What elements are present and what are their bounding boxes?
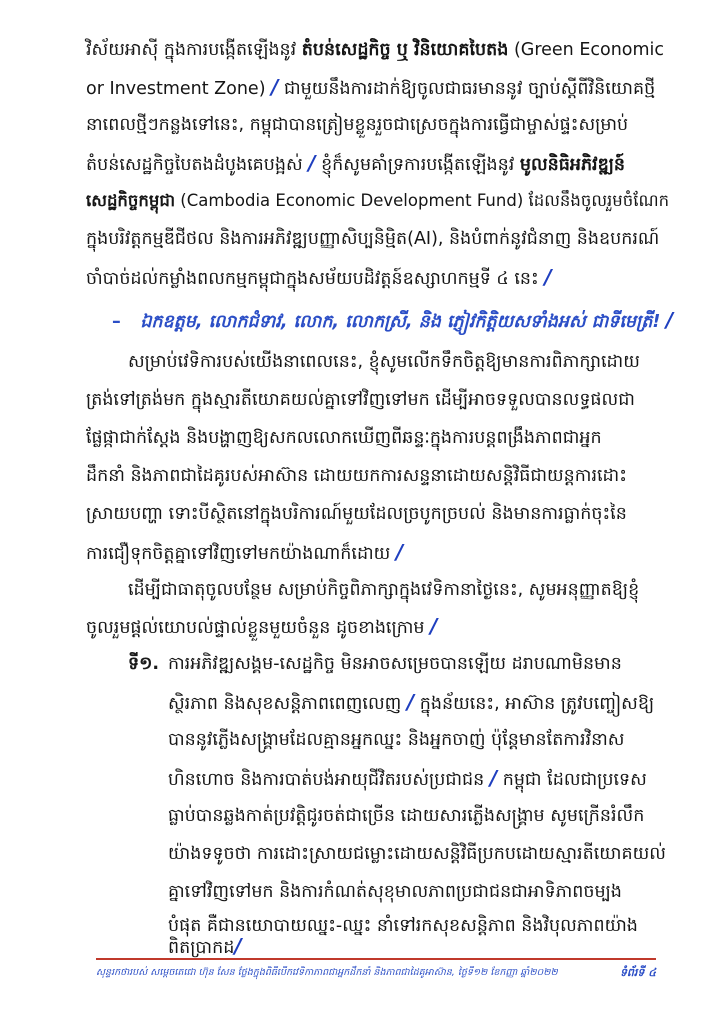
text: ខ្ញុំក៏សូមគាំទ្រការបង្កើតឡើងនូវ [315, 155, 520, 175]
paragraph-1-line-3: នាពេលថ្មីៗកន្លងទៅនេះ, កម្ពុជាបានត្រៀមខ្លួនរួចជាស្រេចក្នុងការធ្វើជាម្ចាស់ផ្ទះសម្រាប់ [86, 115, 629, 135]
dash: – [112, 312, 121, 332]
text: ពិតប្រាកដ [168, 938, 235, 958]
paragraph-3-line-2 [86, 614, 437, 640]
footer-divider [96, 958, 656, 960]
slash-marker: / [489, 766, 498, 790]
slash-marker: / [308, 151, 316, 175]
paragraph-2-line-2: ត្រង់ទៅត្រង់មក ក្នុងស្មារតីយោគយល់គ្នាទៅវិញទៅមក ដើម្បីអាចទទួលបានលទ្ធផលជា [86, 390, 635, 410]
page-footer [96, 966, 656, 982]
text: ការជឿទុកចិត្តគ្នាទៅវិញទៅមកយ៉ាងណាក៏ដោយ [86, 544, 391, 564]
item-1-line-3: បាននូវភ្លើងសង្គ្រាមដែលគ្មានអ្នកឈ្នះ និងអ្នកចាញ់ ប៉ុន្តែមានតែការវិនាស [168, 730, 625, 750]
paragraph-3-line-1: ដើម្បីជាធាតុចូលបន្ថែម សម្រាប់កិច្ចពិភាក្សាក្នុងវេទិកានាថ្ងៃនេះ, សូមអនុញ្ញាតឱ្យខ្ញុំ [128, 580, 640, 600]
paragraph-2-line-4: ដឹកនាំ និងភាពជាដៃគូរបស់អាស៊ាន ដោយយកការសន្ទនាដោយសន្តិវិធីជាយន្តការដោះ [86, 466, 627, 486]
paragraph-1-line-4 [86, 151, 625, 177]
paragraph-1-line-7 [86, 265, 552, 291]
item-1-line-4 [168, 766, 647, 792]
text: or Investment Zone) [86, 79, 266, 99]
text: កម្ពុជា ដែលជាប្រទេស [497, 770, 647, 790]
item-1-line-8: បំផុត គឺជានយោបាយឈ្នះ-ឈ្នះ នាំទៅរកសុខសន្តិភាព និងវិបុលភាពយ៉ាង [168, 916, 638, 936]
salutation-heading [112, 308, 673, 334]
text: ចាំបាច់ដល់កម្លាំងពលកម្មកម្ពុជាក្នុងសម័យបដិវត្តន៍ឧស្សាហកម្មទី ៤ នេះ [86, 269, 539, 289]
item-number: ទី១. [128, 654, 160, 674]
paragraph-1-line-6: ក្នុងបរិវត្តកម្មឌីជីថល និងការអភិវឌ្ឍបញ្ញាសិប្បនិម្មិត(AI), និងបំពាក់នូវជំនាញ និងឧបករណ៍ [86, 229, 660, 249]
paragraph-1-line-1 [86, 38, 664, 62]
text: ស្ថិរភាព និងសុខសន្តិភាពពេញលេញ [168, 694, 402, 714]
paragraph-2-line-6 [86, 540, 403, 566]
text: (Green Economic [508, 40, 665, 60]
bold-term: មូលនិធិអភិវឌ្ឍន៍ [519, 155, 626, 175]
slash-marker: / [406, 690, 415, 714]
footer-text: សុន្ទរកថារបស់ សម្តេចតេជោ ហ៊ុន សែន ថ្លែងក្នុងពិធីបើកវេទិកាភាពជាអ្នកដឹកនាំ និងភាពជាដៃគូអាស៊ាន, ថ្ងៃទី១២ ខែកញ្ញា ឆ្នាំ២០២២ [96, 967, 558, 978]
heading-text: ឯកឧត្តម, លោកជំទាវ, លោក, លោកស្រី, និង ភ្ញៀវកិត្តិយសទាំងអស់ ជាទីមេត្រី! [140, 312, 661, 332]
item-1-line-9 [168, 934, 242, 960]
item-1-line-5: ធ្លាប់បានឆ្លងកាត់ប្រវត្តិជូរចត់ជាច្រើន ដោយសារភ្លើងសង្គ្រាម សូមក្រើនរំលឹក [168, 806, 645, 826]
text: ជាមួយនឹងការដាក់ឱ្យចូលជាធរមាននូវ ច្បាប់ស្តីពីវិនិយោគថ្មី [278, 79, 656, 99]
text: ក្នុងន័យនេះ, អាស៊ាន ត្រូវបញ្ចៀសឱ្យ [414, 694, 655, 714]
bold-term: សេដ្ឋកិច្ចកម្ពុជា [86, 191, 176, 210]
item-1-line-2 [168, 690, 654, 716]
paragraph-1-line-2 [86, 75, 655, 101]
text: (Cambodia Economic Development Fund) ដែលនឹងចូលរួមចំណែក [175, 191, 670, 210]
slash-marker: / [544, 265, 552, 289]
slash-marker: / [665, 308, 674, 332]
item-1-line-1: ការអភិវឌ្ឍសង្គម-សេដ្ឋកិច្ច មិនអាចសម្រេចបានឡើយ ដរាបណាមិនមាន [168, 654, 622, 674]
paragraph-1-line-5 [86, 189, 669, 213]
text: ហិនហោច និងការបាត់បង់អាយុជីវិតរបស់ប្រជាជន [168, 770, 485, 790]
text: ចូលរួមផ្តល់យោបល់ផ្ទាល់ខ្លួនមួយចំនួន ដូចខាងក្រោម [86, 618, 425, 638]
paragraph-2-line-3: ផ្លែផ្កាជាក់ស្តែង និងបង្ហាញឱ្យសកលលោកឃើញពីឆន្ទៈក្នុងការបន្តពង្រឹងភាពជាអ្នក [86, 428, 602, 448]
slash-marker: / [271, 75, 279, 99]
paragraph-2-line-5: ស្រាយបញ្ហា ទោះបីស្ថិតនៅក្នុងបរិការណ៍មួយដែលច្របូកច្របល់ និងមានការធ្លាក់ចុះនៃ [86, 504, 627, 524]
bold-term: តំបន់សេដ្ឋកិច្ច ឬ វិនិយោគបៃតង [301, 40, 509, 60]
text: តំបន់សេដ្ឋកិច្ចបៃតងដំបូងគេបង្អស់ [86, 155, 303, 175]
slash-marker: / [430, 614, 438, 638]
item-1-line-6: យ៉ាងទទូចថា ការដោះស្រាយជម្លោះដោយសន្តិវិធីប្រកបដោយស្មារតីយោគយល់ [168, 844, 666, 864]
slash-marker: / [234, 934, 242, 958]
text: វិស័យអាស៊ី ក្នុងការបង្កើតឡើងនូវ [86, 40, 302, 60]
item-1-line-7: គ្នាទៅវិញទៅមក និងការកំណត់សុខុមាលភាពប្រជាជនជាអាទិភាពចម្បង [168, 882, 622, 902]
page-number: ទំព័រទី ៤ [619, 966, 656, 979]
slash-marker: / [395, 540, 404, 564]
paragraph-2-line-1: សម្រាប់វេទិការបស់យើងនាពេលនេះ, ខ្ញុំសូមលើកទឹកចិត្តឱ្យមានការពិភាក្សាដោយ [128, 352, 640, 372]
